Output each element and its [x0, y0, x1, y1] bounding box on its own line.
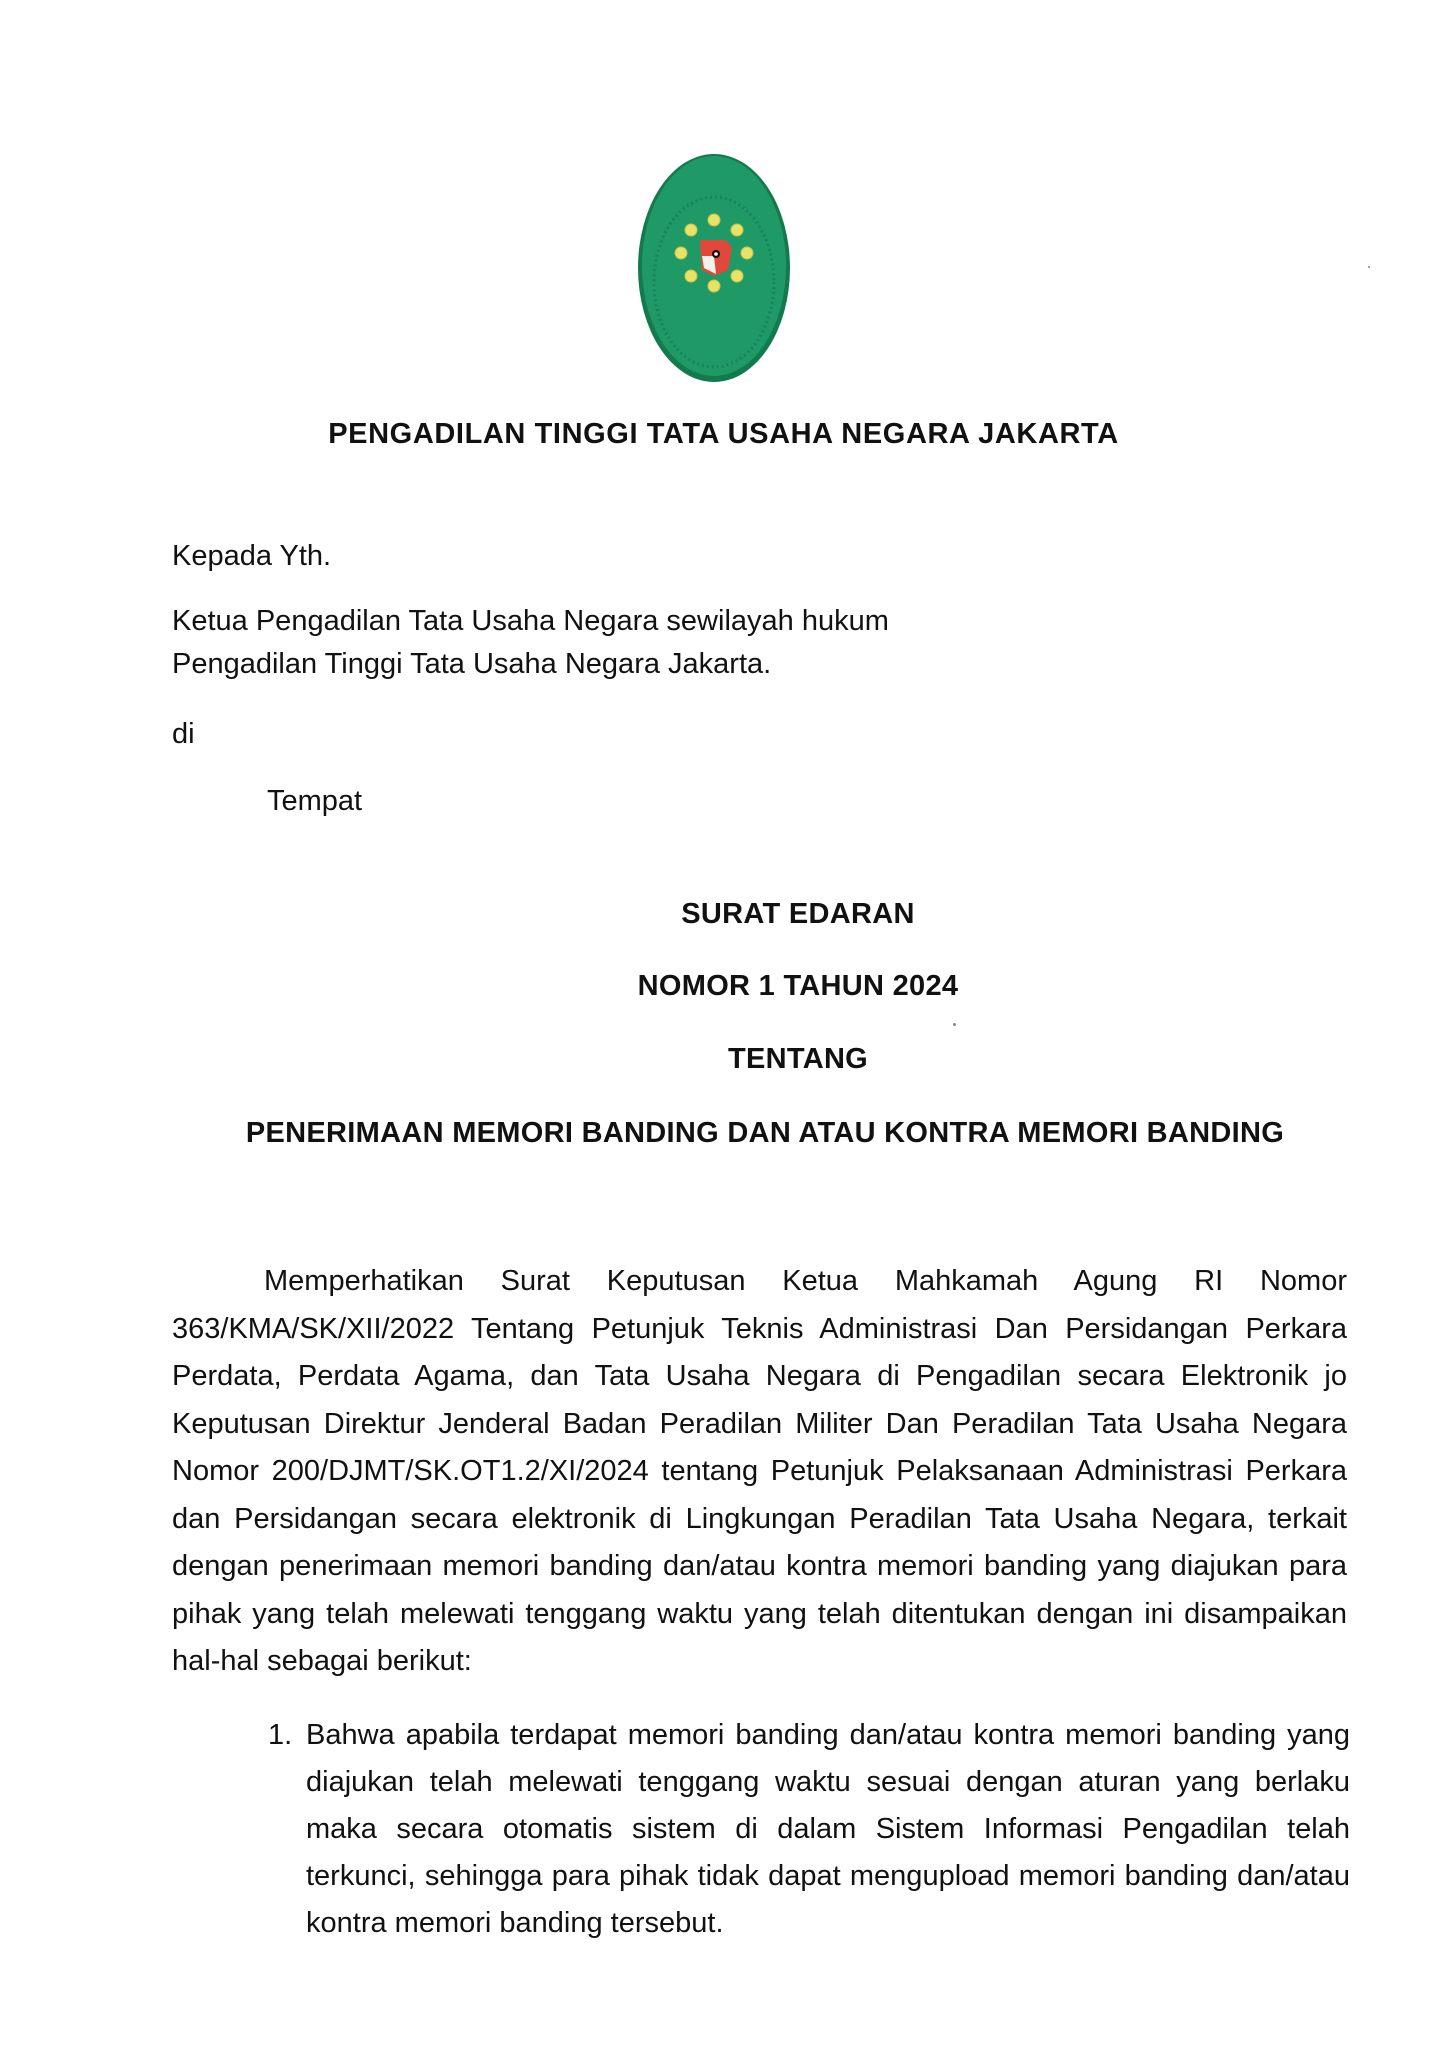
scan-speck: [1368, 266, 1370, 268]
intro-paragraph: Memperhatikan Surat Keputusan Ketua Mahkamah Agung RI Nomor 363/KMA/SK/XII/2022 Tentang Petunjuk Teknis Administrasi Dan Persidangan Perkara Perdata, Perdata Agama, dan Tata Usaha Negara di Pengadilan secara Elektronik jo Keputusan Direktur Jenderal Badan Peradilan Militer Dan Peradilan Tata Usaha Negara Nomor 200/DJMT/SK.OT1.2/XI/2024 tentang Petunjuk Pelaksanaan Administrasi Perkara dan Persidangan secara elektronik di Lingkungan Peradilan Tata Usaha Negara, terkait dengan penerimaan memori banding dan/atau kontra memori banding yang diajukan para pihak yang telah melewati tenggang waktu yang telah ditentukan dengan ini disampaikan hal-hal sebagai berikut:: [172, 1265, 1347, 1677]
recipient-place: Tempat: [267, 785, 363, 817]
list-item: [268, 1712, 1350, 1947]
recipient-di: di: [172, 718, 195, 750]
scan-speck: [953, 1023, 956, 1026]
recipient-line-1: Ketua Pengadilan Tata Usaha Negara sewilayah hukum: [172, 605, 889, 637]
letter-number: NOMOR 1 TAHUN 2024: [637, 970, 959, 1002]
letter-about: TENTANG: [727, 1043, 869, 1075]
recipient-line-2: Pengadilan Tinggi Tata Usaha Negara Jakarta.: [172, 648, 772, 680]
points-list: [268, 1712, 1350, 1947]
court-title: PENGADILAN TINGGI TATA USAHA NEGARA JAKARTA: [328, 418, 1119, 450]
letter-subject: PENERIMAAN MEMORI BANDING DAN ATAU KONTRA MEMORI BANDING: [245, 1117, 1285, 1149]
list-item-text: Bahwa apabila terdapat memori banding dan/atau kontra memori banding yang diajukan telah melewati tenggang waktu sesuai dengan aturan yang berlaku maka secara otomatis sistem di dalam Sistem Informasi Pengadilan telah terkunci, sehingga para pihak tidak dapat mengupload memori banding dan/atau kontra memori banding tersebut.: [306, 1719, 1350, 1939]
salutation: Kepada Yth.: [172, 540, 332, 572]
court-emblem-icon: [636, 152, 792, 384]
list-item-number: 1.: [268, 1719, 293, 1751]
letter-type: SURAT EDARAN: [681, 898, 915, 930]
